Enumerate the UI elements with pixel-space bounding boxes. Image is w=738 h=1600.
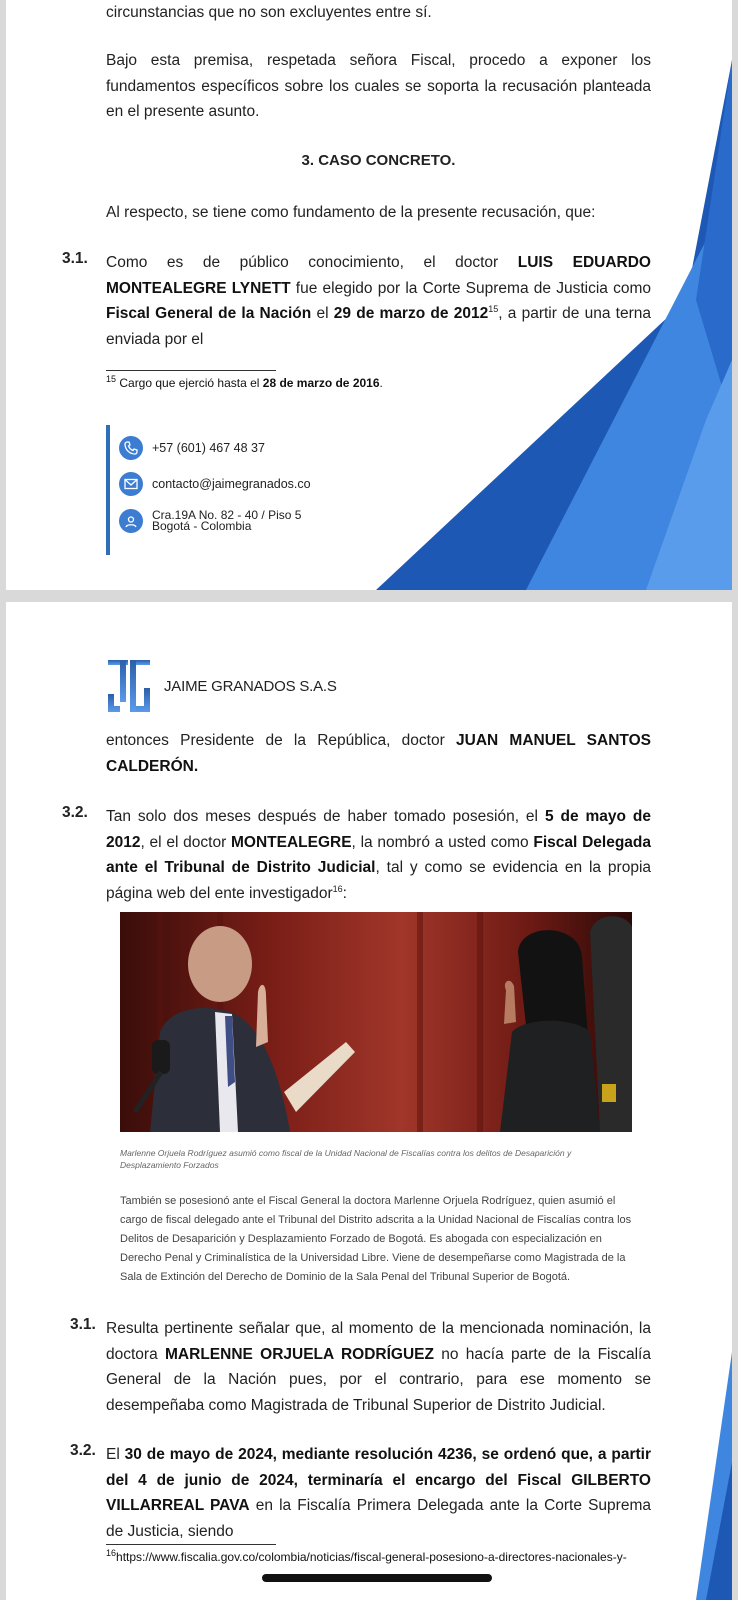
footnote-15: $^{15}$ Cargo que ejerció hasta el 28 de marzo de 2016. [106, 374, 383, 390]
item-3-2b-paragraph: El 30 de mayo de 2024, mediante resolución 4236, se ordenó que, a partir del 4 de junio de 2024, terminaría el encargo del Fiscal GILBERTO VILLARREAL PAVA en la Fiscalía Primera Delegada ante la Corte Suprema de Justicia, siendo [106, 1446, 651, 1540]
footnote-divider [106, 1544, 276, 1545]
company-logo [106, 658, 337, 714]
phone-icon [119, 436, 143, 460]
jg-monogram-icon [106, 658, 152, 714]
mail-icon [119, 472, 143, 496]
item-3-1b-paragraph: Resulta pertinente señalar que, al momento de la mencionada nominación, la doctora MARLENNE ORJUELA RODRÍGUEZ no hacía parte de la Fiscalía General de la Nación pues, por el contrario, para ese momento se desempeñaba como Magistrada de Tribunal Superior de Distrito Judicial. [106, 1320, 651, 1414]
paragraph-premise: Bajo esta premisa, respetada señora Fiscal, procedo a exponer los fundamentos específicos sobre los cuales se soporta la recusación planteada en el presente asunto. [106, 52, 651, 120]
contact-phone-text: +57 (601) 467 48 37 [152, 441, 265, 455]
item-number: 3.2. [62, 804, 88, 821]
swearing-in-photo [120, 912, 632, 1132]
contact-phone[interactable] [119, 436, 265, 460]
footnote-divider [106, 370, 276, 371]
document-page-2 [6, 602, 732, 1600]
paragraph-respecto: Al respecto, se tiene como fundamento de la presente recusación, que: [106, 204, 596, 221]
contact-accent-bar [106, 425, 110, 555]
contact-email-text: contacto@jaimegranados.co [152, 477, 311, 491]
item-number: 3.1. [70, 1316, 96, 1333]
document-page-1 [6, 0, 732, 590]
address-line-2: Bogotá - Colombia [152, 519, 252, 533]
footnote-16[interactable]: $^{16}$https://www.fiscalia.gov.co/colombia/noticias/fiscal-general-posesiono-a-directores-nacionales-y- [106, 1548, 627, 1564]
address-line-1: Cra.19A No. 82 - 40 / Piso 5 [152, 508, 302, 522]
item-number: 3.2. [70, 1442, 96, 1459]
photo-caption: Marlenne Orjuela Rodríguez asumió como fiscal de la Unidad Nacional de Fiscalías contra los delitos de Desaparición y Desplazamiento Forzados [120, 1148, 572, 1170]
item-3-1-paragraph: Como es de público conocimiento, el doctor LUIS EDUARDO MONTEALEGRE LYNETT fue elegido por la Corte Suprema de Justicia como Fiscal General de la Nación el 29 de marzo de 2012$^{15}$, a partir de una terna enviada por el [106, 254, 651, 348]
paragraph-continuation: entonces Presidente de la República, doctor JUAN MANUEL SANTOS CALDERÓN. [106, 732, 651, 775]
item-number: 3.1. [62, 250, 88, 267]
section-heading: 3. CASO CONCRETO. [301, 152, 456, 169]
web-excerpt-paragraph: También se posesionó ante el Fiscal General la doctora Marlenne Orjuela Rodríguez, quien asumió el cargo de fiscal delegado ante el Tribunal del Distrito adscrita a la Unidad Nacional de Fiscalías contra los Delitos de Desaparición y Desplazamiento Forzado de Bogotá. Es abogada con especialización en Derecho Penal y Criminalística de la Universidad Libre. Viene de desempeñarse como Magistrada de la Sala de Extinción del Derecho de Dominio de la Sala Penal del Tribunal Superior de Bogotá. [120, 1195, 632, 1283]
item-3-2-paragraph: Tan solo dos meses después de haber tomado posesión, el 5 de mayo de 2012, el el doctor MONTEALEGRE, la nombró a usted como Fiscal Delegada ante el Tribunal de Distrito Judicial, tal y como se evidencia en la propia página web del ente investigador$^{16}$: [106, 808, 652, 902]
contact-address [119, 509, 301, 533]
company-name: JAIME GRANADOS S.A.S [164, 677, 337, 695]
location-icon [119, 509, 143, 533]
paragraph-intro-tail: circunstancias que no son excluyentes entre sí. [106, 4, 432, 21]
home-indicator[interactable] [262, 1574, 492, 1582]
contact-email[interactable] [119, 472, 311, 496]
